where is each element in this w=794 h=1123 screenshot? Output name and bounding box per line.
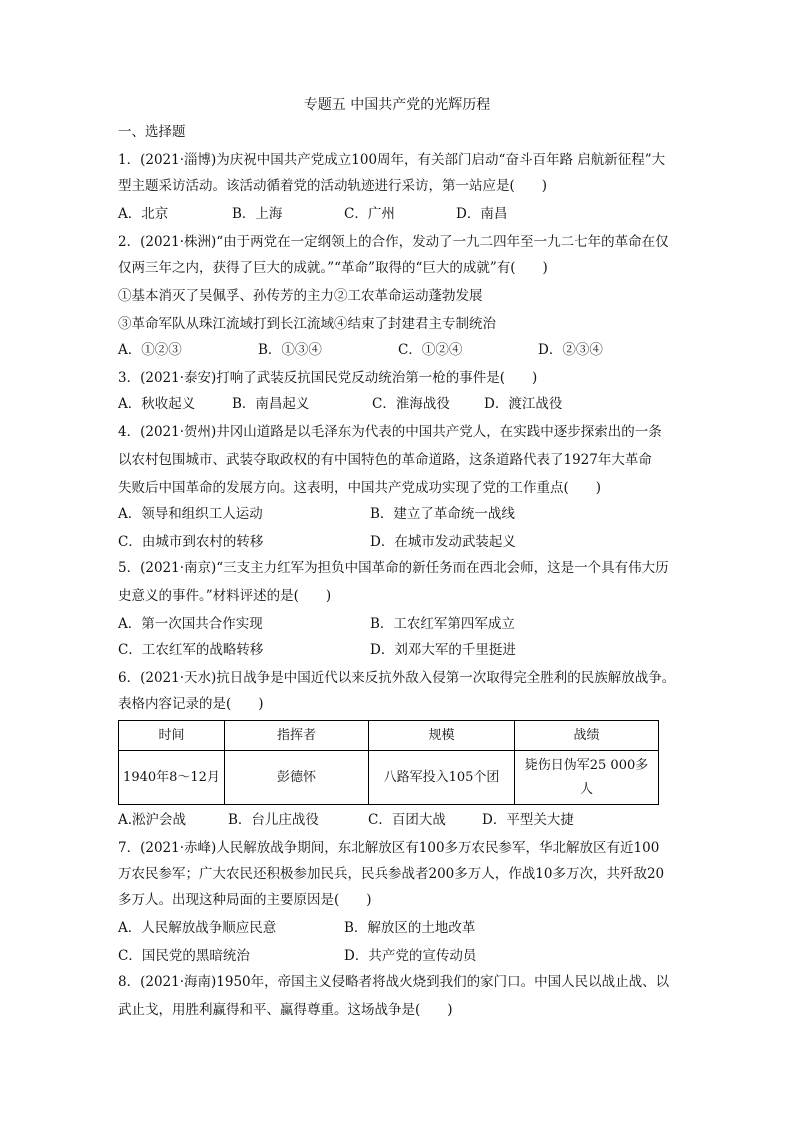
q2-statements-1: ①基本消灭了吴佩孚、孙传芳的主力②工农革命运动蓬勃发展 xyxy=(118,288,483,304)
table-header-cell: 指挥者 xyxy=(225,721,369,751)
q6-stem-line1: 6．(2021·天水)抗日战争是中国近代以来反抗外敌入侵第一次取得完全胜利的民族解放战争。 xyxy=(118,670,676,686)
q4-option-c[interactable]: C．由城市到农村的转移 xyxy=(118,534,264,550)
q2-option-a[interactable]: A．①②③ xyxy=(118,342,182,358)
q6-option-d[interactable]: D．平型关大捷 xyxy=(482,812,574,828)
q6-option-c[interactable]: C．百团大战 xyxy=(368,812,446,828)
q7-option-b[interactable]: B．解放区的土地改革 xyxy=(344,920,476,936)
q8-stem-line1: 8．(2021·海南)1950年，帝国主义侵略者将战火烧到我们的家门口。中国人民以战止战、以 xyxy=(118,974,670,990)
q5-option-a[interactable]: A．第一次国共合作实现 xyxy=(118,616,263,632)
q4-option-a[interactable]: A．领导和组织工人运动 xyxy=(118,506,263,522)
q1-option-a[interactable]: A．北京 xyxy=(118,206,169,222)
q2-stem-line1: 2．(2021·株洲)“由于两党在一定纲领上的合作，发动了一九二四年至一九二七年的革命在仅 xyxy=(118,234,669,250)
q5-stem-line1: 5．(2021·南京)“三支主力红军为担负中国革命的新任务而在西北会师，这是一个具有伟大历 xyxy=(118,560,669,576)
q5-option-c[interactable]: C．工农红军的战略转移 xyxy=(118,642,264,658)
table-header-row xyxy=(119,721,659,751)
table-header-cell: 规模 xyxy=(369,721,515,751)
q6-stem-line2: 表格内容记录的是( ) xyxy=(118,696,264,712)
q2-option-b[interactable]: B．①③④ xyxy=(258,342,322,358)
q3-stem-line1: 3．(2021·泰安)打响了武装反抗国民党反动统治第一枪的事件是( ) xyxy=(118,370,538,386)
q4-stem-line1: 4．(2021·贺州)井冈山道路是以毛泽东为代表的中国共产党人，在实践中逐步探索出的一条 xyxy=(118,424,662,440)
q6-option-b[interactable]: B．台儿庄战役 xyxy=(228,812,319,828)
q1-stem-line1: 1．(2021·淄博)为庆祝中国共产党成立100周年，有关部门启动“奋斗百年路 启航新征程”大 xyxy=(118,152,666,168)
q7-option-d[interactable]: D．共产党的宣传动员 xyxy=(344,948,477,964)
section-heading: 一、选择题 xyxy=(118,124,186,140)
table-row xyxy=(119,751,659,805)
q4-stem-line3: 失败后中国革命的发展方向。这表明，中国共产党成功实现了党的工作重点( ) xyxy=(118,480,602,496)
table-cell: 八路军投入105个团 xyxy=(369,751,515,805)
q3-option-c[interactable]: C．淮海战役 xyxy=(372,396,450,412)
q5-option-d[interactable]: D．刘邓大军的千里挺进 xyxy=(370,642,516,658)
q3-option-a[interactable]: A．秋收起义 xyxy=(118,396,196,412)
q2-statements-2: ③革命军队从珠江流域打到长江流域④结束了封建君主专制统治 xyxy=(118,316,496,332)
q6-option-a[interactable]: A.淞沪会战 xyxy=(118,812,187,828)
q1-option-c[interactable]: C．广州 xyxy=(344,206,395,222)
table-cell: 毙伤日伪军25 000多人 xyxy=(515,751,659,805)
q7-option-a[interactable]: A．人民解放战争顺应民意 xyxy=(118,920,277,936)
page-title: 专题五 中国共产党的光辉历程 xyxy=(303,97,491,113)
q7-stem-line1: 7．(2021·赤峰)人民解放战争期间，东北解放区有100多万农民参军，华北解放区有近100 xyxy=(118,840,660,856)
q3-option-d[interactable]: D．渡江战役 xyxy=(484,396,563,412)
q5-option-b[interactable]: B．工农红军第四军成立 xyxy=(370,616,515,632)
q2-option-c[interactable]: C．①②④ xyxy=(398,342,463,358)
q1-stem-line2: 型主题采访活动。该活动循着党的活动轨迹进行采访，第一站应是( ) xyxy=(118,178,548,194)
q4-option-b[interactable]: B．建立了革命统一战线 xyxy=(370,506,515,522)
q1-option-d[interactable]: D．南昌 xyxy=(456,206,508,222)
q2-stem-line2: 仅两三年之内，获得了巨大的成就。”“革命”取得的“巨大的成就”有( ) xyxy=(118,260,548,276)
table-cell: 彭德怀 xyxy=(225,751,369,805)
q2-option-d[interactable]: D．②③④ xyxy=(538,342,603,358)
table-header-cell: 时间 xyxy=(119,721,225,751)
q5-stem-line2: 史意义的事件。”材料评述的是( ) xyxy=(118,588,332,604)
q3-option-b[interactable]: B．南昌起义 xyxy=(232,396,310,412)
q8-stem-line2: 武止戈，用胜利赢得和平、赢得尊重。这场战争是( ) xyxy=(118,1002,453,1018)
q6-data-table xyxy=(118,720,659,805)
q4-option-d[interactable]: D．在城市发动武装起义 xyxy=(370,534,516,550)
table-cell: 1940年8～12月 xyxy=(119,751,225,805)
q4-stem-line2: 以农村包围城市、武装夺取政权的有中国特色的革命道路，这条道路代表了1927年大革命 xyxy=(118,452,652,468)
q7-stem-line2: 万农民参军；广大农民还积极参加民兵，民兵参战者200多万人，作战10多万次，共歼敌20 xyxy=(118,866,665,882)
q7-option-c[interactable]: C．国民党的黑暗统治 xyxy=(118,948,250,964)
table-header-cell: 战绩 xyxy=(515,721,659,751)
q1-option-b[interactable]: B．上海 xyxy=(232,206,283,222)
q7-stem-line3: 多万人。出现这种局面的主要原因是( ) xyxy=(118,892,372,908)
